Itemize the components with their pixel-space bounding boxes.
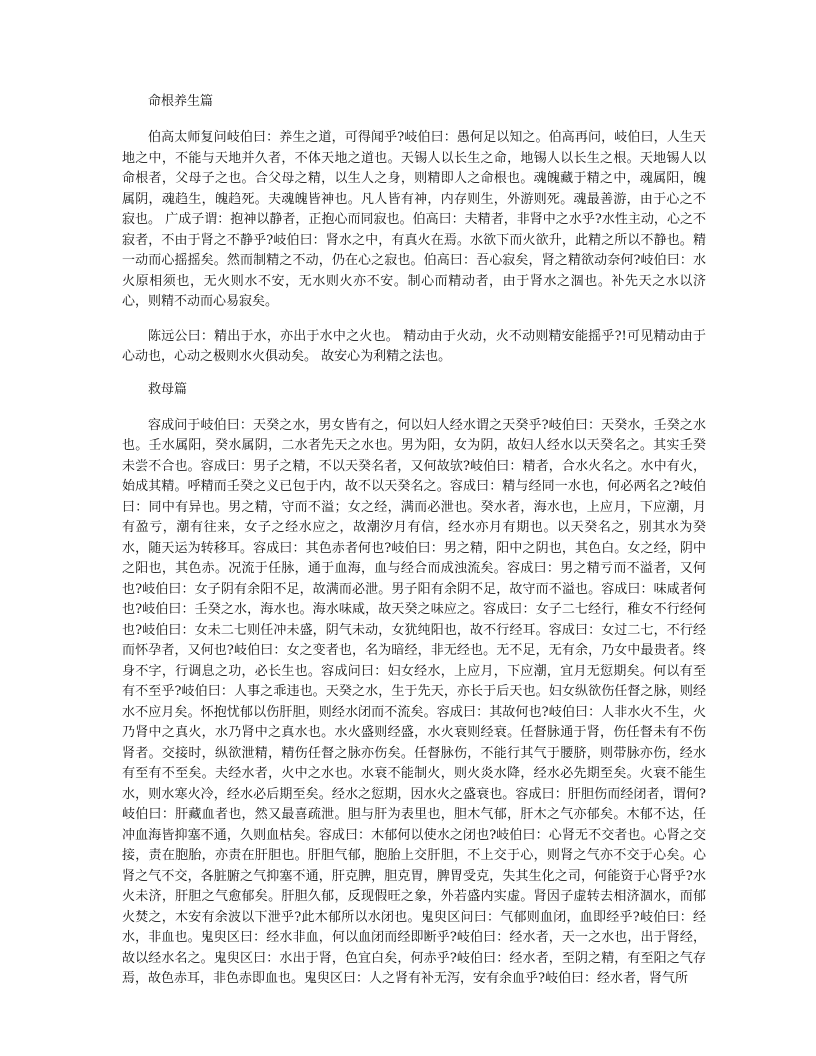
section-title: 救母篇 bbox=[148, 381, 188, 397]
paragraph: 容成问于岐伯曰：天癸之水，男女皆有之，何以妇人经水谓之天癸乎?岐伯曰：天癸水，壬癸之水也。壬水属阳，癸水属阴，二水者先天之水也。男为阳，女为阴，故妇人经水以天癸名之。其实壬癸未尝不合也。容成曰：男子之精，不以天癸名者，又何故欤?岐伯曰：精者，合水火名之。水中有火，始成其精。呼精而壬癸之义已包于内，故不以天癸名之。容成曰：精与经同一水也，何必两名之?岐伯曰：同中有异也。男之精，守而不溢；女之经，满而必泄也。癸水者，海水也，上应月，下应潮，月有盈亏，潮有往来，女子之经水应之，故潮汐月有信，经水亦月有期也。以天癸名之，别其水为癸水，随天运为转移耳。容成曰：其色赤者何也?岐伯曰：男之精，阳中之阴也，其色白。女之经，阴中之阳也，其色赤。况流于任脉，通于血海，血与经合而成浊流矣。容成曰：男之精亏而不溢者，又何也?岐伯曰：女子阴有余阳不足，故满而必泄。男子阳有余阴不足，故守而不溢也。容成曰：味咸者何也?岐伯曰：壬癸之水，海水也。海水味咸，故天癸之味应之。容成曰：女子二七经行，稚女不行经何也?岐伯曰：女未二七则任冲未盛，阴气未动，女犹纯阳也，故不行经耳。容成曰：女过二七，不行经而怀孕者，又何也?岐伯曰：女之变者也，名为暗经，非无经也。无不足，无有余，乃女中最贵者。终身不字，行调息之功，必长生也。容成问曰：妇女经水，上应月，下应潮，宜月无愆期矣。何以有至有不至乎?岐伯曰：人事之乖违也。天癸之水，生于先天，亦长于后天也。妇女纵欲伤任督之脉，则经水不应月矣。怀抱忧郁以伤肝胆，则经水闭而不流矣。容成曰：其故何也?岐伯曰：人非水火不生，火乃肾中之真火，水乃肾中之真水也。水火盛则经盛，水火衰则经衰。任督脉通于肾，伤任督未有不伤肾者。交接时，纵欲泄精，精伤任督之脉亦伤矣。任督脉伤，不能行其气于腰脐，则带脉亦伤，经水有至有不至矣。夫经水者，火中之水也。水衰不能制火，则火炎水降，经水必先期至矣。火衰不能生水，则水寒火冷，经水必后期至矣。经水之愆期，因水火之盛衰也。容成曰：肝胆伤而经闭者，谓何?岐伯曰：肝藏血者也，然又最喜疏泄。胆与肝为表里也，胆木气郁，肝木之气亦郁矣。木郁不达，任冲血海皆抑塞不通，久则血枯矣。容成曰：木郁何以使水之闭也?岐伯曰：心肾无不交者也。心肾之交接，责在胞胎，亦责在肝胆也。肝胆气郁，胞胎上交肝胆，不上交于心，则肾之气亦不交于心矣。心肾之气不交，各脏腑之气抑塞不通，肝克脾，胆克胃，脾胃受克，失其生化之司，何能资于心肾乎?水火未济，肝胆之气愈郁矣。肝胆久郁，反现假旺之象，外若盛内实虚。肾因子虚转去相济涸水，而郁火焚之，木安有余波以下泄乎?此木郁所以水闭也。鬼臾区问曰：气郁则血闭，血即经乎?岐伯曰：经水，非血也。鬼臾区曰：经水非血，何以血闭而经即断乎?岐伯曰：经水者，天一之水也，出于肾经，故以经水名之。鬼臾区曰：水出于肾，色宜白矣，何赤乎?岐伯曰：经水者，至阴之精，有至阳之气存焉，故色赤耳，非色赤即血也。鬼臾区曰：人之肾有补无泻，安有余血乎?岐伯曰：经水者，肾气所 bbox=[122, 417, 706, 986]
section-title: 命根养生篇 bbox=[148, 94, 214, 109]
paragraph: 伯高太师复问岐伯曰：养生之道，可得闻乎?岐伯曰：愚何足以知之。伯高再问，岐伯曰，人生天地之中，不能与天地并久者，不体天地之道也。天锡人以长生之命，地锡人以长生之根。天地锡人以命根者，父母子之也。合父母之精，以生人之身，则精即人之命根也。魂魄藏于精之中，魂属阳，魄属阴，魂趋生，魄趋死。夫魂魄皆神也。凡人皆有神，内存则生，外游则死。魂最善游，由于心之不寂也。 广成子谓：抱神以静者，正抱心而同寂也。伯高曰：夫精者，非肾中之水乎?水性主动，心之不寂者，不由于肾之不静乎?岐伯曰：肾水之中，有真火在焉。水欲下而火欲升，此精之所以不静也。精一动而心摇摇矣。然而制精之不动，仍在心之寂也。伯高曰：吾心寂矣，肾之精欲动奈何?岐伯曰：水火原相须也，无火则水不安，无水则火亦不安。制心而精动者，由于肾水之涸也。补先天之水以济心，则精不动而心易寂矣。 bbox=[122, 130, 706, 309]
paragraph: 陈远公曰：精出于水，亦出于水中之火也。 精动由于火动，火不动则精安能摇乎?!可见精动由于心动也，心动之极则水火俱动矣。 故安心为利精之法也。 bbox=[122, 328, 706, 364]
